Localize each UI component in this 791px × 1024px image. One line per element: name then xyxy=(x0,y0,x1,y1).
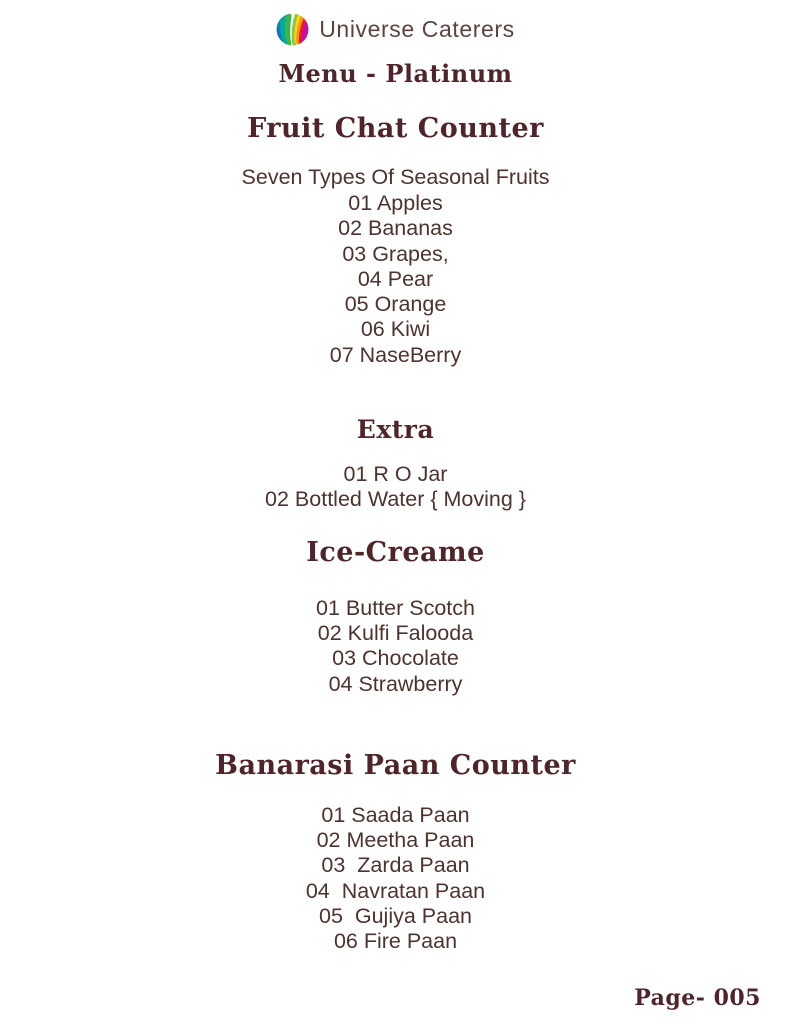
section-banarasi-paan-counter xyxy=(0,749,791,955)
section-heading: Banarasi Paan Counter xyxy=(215,749,576,781)
menu-item: 06 Kiwi xyxy=(360,317,431,342)
menu-item: 01 Butter Scotch xyxy=(316,595,475,620)
section-heading: Fruit Chat Counter xyxy=(247,113,544,144)
menu-item: 01 Apples xyxy=(348,191,443,215)
menu-item: 05 Gujiya Paan xyxy=(319,904,472,929)
page-number: Page- 005 xyxy=(634,985,761,1011)
brand-name: Universe Caterers xyxy=(319,16,515,42)
menu-item: 05 Orange xyxy=(344,292,447,317)
item-list xyxy=(0,803,791,955)
section-heading: Extra xyxy=(356,415,435,445)
menu-item: 02 Meetha Paan xyxy=(316,828,475,853)
menu-item: 03 Chocolate xyxy=(332,646,459,671)
menu-item: 02 Kulfi Falooda xyxy=(317,620,474,645)
item-list xyxy=(0,462,791,513)
menu-item: 04 Strawberry xyxy=(328,671,463,696)
menu-item: 07 NaseBerry xyxy=(329,342,462,367)
menu-item: 01 Saada Paan xyxy=(321,802,470,827)
item-list xyxy=(0,596,791,697)
menu-title: Menu - Platinum xyxy=(278,59,513,88)
menu-item: 04 Navratan Paan xyxy=(305,878,486,903)
section-fruit-chat-counter xyxy=(0,113,791,368)
section-heading: Ice-Creame xyxy=(306,536,485,568)
section-ice-creame xyxy=(0,537,791,697)
item-list xyxy=(0,191,791,368)
menu-item: 02 Bananas xyxy=(338,216,453,241)
menu-item: 04 Pear xyxy=(357,266,434,291)
brand-header xyxy=(0,0,791,46)
section-extra xyxy=(0,415,791,513)
section-intro: Seven Types Of Seasonal Fruits xyxy=(241,165,550,189)
menu-item: 02 Bottled Water { Moving } xyxy=(265,487,526,512)
menu-item: 01 R O Jar xyxy=(343,462,448,487)
menu-item: 03 Zarda Paan xyxy=(321,853,470,878)
universe-caterers-logo-icon xyxy=(276,13,309,46)
menu-item: 03 Grapes, xyxy=(342,241,449,266)
menu-item: 06 Fire Paan xyxy=(333,929,458,954)
